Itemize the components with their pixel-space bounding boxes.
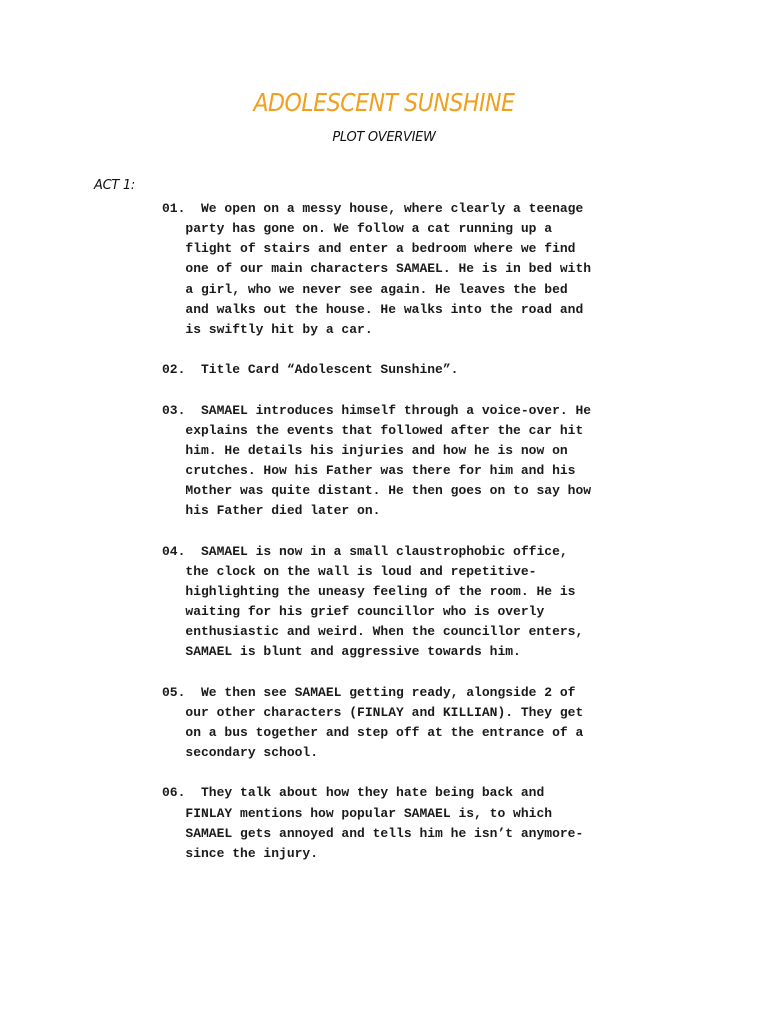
- document-subtitle: PLOT OVERVIEW: [332, 130, 436, 145]
- act-label: ACT 1:: [94, 178, 135, 193]
- plot-item-03: 03. SAMAEL introduces himself through a voice-over. He explains the events that followed after the car hit him. He details his injuries and how he is now on crutches. How his Father was there for him and his Mother was quite distant. He then goes on to say how his Father died later on.: [162, 402, 592, 519]
- document-title: ADOLESCENT SUNSHINE: [253, 88, 515, 117]
- plot-item-06: 06. They talk about how they hate being back and FINLAY mentions how popular SAMAEL is, to which SAMAEL gets annoyed and tells him he isn’t anymore- since the injury.: [162, 785, 584, 861]
- plot-item-02: 02. Title Card “Adolescent Sunshine”.: [162, 362, 459, 378]
- plot-item-05: 05. We then see SAMAEL getting ready, alongside 2 of our other characters (FINLAY and KILLIAN). They get on a bus together and step off at the entrance of a secondary school.: [162, 684, 584, 761]
- plot-item-04: 04. SAMAEL is now in a small claustrophobic office, the clock on the wall is loud and repetitive- highlighting the uneasy feeling of the room. He is waiting for his grief councillor who is overly enthusiastic and weird. When the councillor enters, SAMAEL is blunt and aggressive towards him.: [162, 543, 584, 660]
- plot-item-01: 01. We open on a messy house, where clearly a teenage party has gone on. We follow a cat running up a flight of stairs and enter a bedroom where we find one of our main characters SAMAEL. He is in bed with a girl, who we never see again. He leaves the bed and walks out the house. He walks into the road and is swiftly hit by a car.: [162, 201, 592, 337]
- plot-items-list: [162, 199, 682, 884]
